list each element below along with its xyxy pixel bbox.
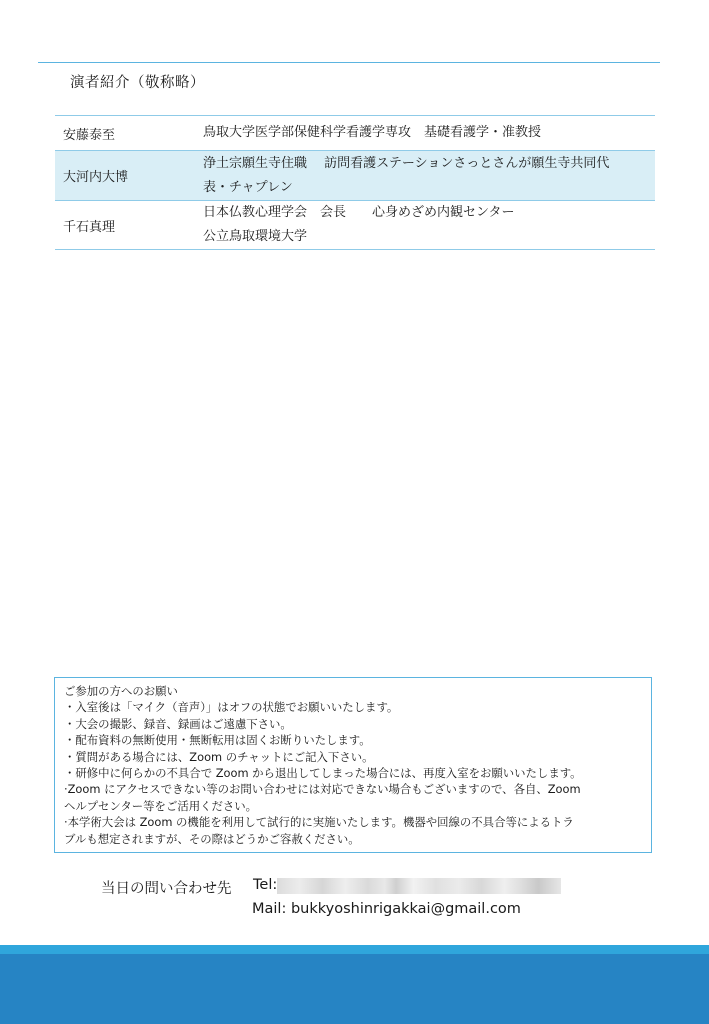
footer-band [0, 954, 709, 1024]
presenters-heading: 演者紹介（敬称略） [70, 75, 205, 91]
participant-notice-box [54, 677, 652, 853]
redacted-phone-number [277, 878, 561, 894]
top-divider [38, 62, 660, 63]
notice-line: ・大会の撮影、録音、録画はご遠慮下さい。 [64, 716, 292, 731]
presenter-row [55, 151, 655, 201]
contact-label: 当日の問い合わせ先 [101, 881, 232, 897]
affiliation-line: 鳥取大学医学部保健科学看護学専攻 基礎看護学・准教授 [203, 125, 542, 140]
presenter-affiliation [203, 120, 655, 146]
contact-mail[interactable]: Mail: bukkyoshinrigakkai@gmail.com [252, 901, 521, 917]
notice-line: ·本学術大会は Zoom の機能を利用して試行的に実施いたします。機器や回線の不具合等によるトラ [64, 815, 574, 830]
affiliation-line: 表・チャプレン [203, 179, 293, 195]
presenter-affiliation [203, 151, 655, 201]
presenter-row [55, 201, 655, 250]
notice-line: ・入室後は「マイク（音声）」はオフの状態でお願いいたします。 [64, 700, 399, 715]
notice-title: ご参加の方へのお願い [64, 684, 178, 698]
affiliation-line: 浄土宗願生寺住職 訪問看護ステーションさっとさんが願生寺共同代 [203, 155, 610, 171]
notice-line: ·Zoom にアクセスできない等のお問い合わせには対応できない場合もございますので、各自、Zoom [64, 782, 581, 797]
notice-line: ・配布資料の無断使用・無断転用は固くお断りいたします。 [64, 733, 371, 748]
presenter-name: 安藤泰至 [63, 127, 116, 143]
notice-line: ・質問がある場合には、Zoom のチャットにご記入下さい。 [64, 749, 374, 764]
presenter-affiliation [203, 200, 655, 250]
presenter-name: 千石真理 [63, 219, 116, 235]
presenter-row [55, 116, 655, 151]
affiliation-line: 日本仏教心理学会 会長 心身めざめ内観センター [203, 205, 515, 220]
notice-line: ・研修中に何らかの不具合で Zoom から退出してしまった場合には、再度入室をお願いいたします。 [64, 766, 582, 781]
notice-line: ブルも想定されますが、その際はどうかご容赦ください。 [64, 831, 360, 846]
contact-tel-label: Tel: [253, 877, 278, 893]
notice-line: ヘルプセンター等をご活用ください。 [64, 798, 258, 813]
footer-accent-bar [0, 945, 709, 954]
presenters-table [55, 115, 655, 250]
affiliation-line: 公立鳥取環境大学 [203, 229, 308, 244]
presenter-name: 大河内大博 [63, 170, 129, 185]
